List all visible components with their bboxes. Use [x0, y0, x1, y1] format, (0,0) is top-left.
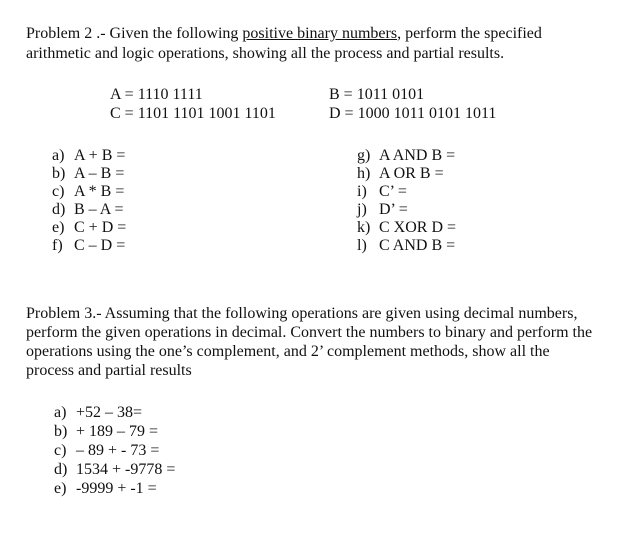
list-item: b) A – B = [52, 165, 125, 182]
value-d: D = 1000 1011 0101 1011 [329, 105, 497, 122]
value-c: C = 1101 1101 1001 1101 [110, 105, 276, 122]
problem3-line2: perform the given operations in decimal. Convert the numbers to binary and perform the [26, 324, 593, 341]
value-a: A = 1110 1111 [110, 86, 203, 103]
problem2-heading-post: , perform the specified [397, 25, 542, 42]
list-item: c) A * B = [52, 183, 125, 200]
list-item: g) A AND B = [357, 147, 456, 164]
list-item: e) C + D = [52, 219, 127, 236]
problem2-heading-line2: arithmetic and logic operations, showing all the process and partial results. [26, 45, 505, 62]
list-item: d) 1534 + -9778 = [54, 461, 176, 478]
list-item: h) A OR B = [357, 165, 444, 182]
list-item: l) C AND B = [357, 237, 456, 254]
problem3-line4: process and partial results [26, 362, 192, 379]
list-item: k) C XOR D = [357, 219, 457, 236]
problem2-heading-underlined: positive binary numbers [242, 25, 398, 42]
problem3-line3: operations using the one’s complement, and 2’ complement methods, show all the [26, 343, 550, 360]
problem3-line1: Problem 3.- Assuming that the following operations are given using decimal numbers, [26, 305, 578, 322]
list-item: i) C’ = [357, 183, 407, 200]
list-item: a) A + B = [52, 147, 126, 164]
list-item: f) C – D = [52, 237, 126, 254]
list-item: a) +52 – 38= [54, 404, 143, 421]
list-item: j) D’ = [357, 201, 408, 218]
problem2-heading-pre: Problem 2 .- Given the following [26, 25, 243, 42]
problem2-heading-line1 [26, 24, 542, 44]
list-item: d) B – A = [52, 201, 124, 218]
list-item: b) + 189 – 79 = [54, 423, 159, 440]
list-item: c) – 89 + - 73 = [54, 442, 160, 459]
list-item: e) -9999 + -1 = [54, 480, 157, 497]
value-b: B = 1011 0101 [329, 86, 425, 103]
